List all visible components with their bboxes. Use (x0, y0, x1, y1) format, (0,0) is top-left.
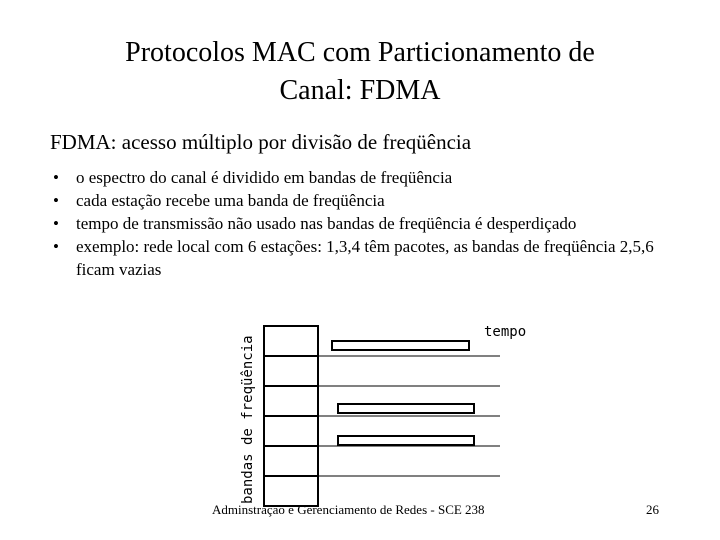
freq-axis-label: bandas de freqüência (240, 335, 256, 504)
bullet-text: o espectro do canal é dividido em bandas de freqüência (76, 168, 453, 187)
title-line-1: Protocolos MAC com Particionamento de (125, 37, 595, 68)
footer: Adminstração e Gerenciamento de Redes - SCE 238 (212, 502, 485, 517)
bullet-dot: • (53, 191, 59, 210)
bullet-dot: • (53, 237, 59, 256)
bullet-text: exemplo: rede local com 6 estações: 1,3,4 têm pacotes, as bandas de freqüência 2,5,6 ficam vazias (76, 237, 654, 279)
packet-band-1 (332, 341, 469, 350)
bullet-text: cada estação recebe uma banda de freqüência (76, 191, 385, 210)
bullet-dot: • (53, 214, 59, 233)
title-line-2: Canal: FDMA (279, 75, 441, 106)
packet-band-4 (338, 436, 474, 445)
subtitle: FDMA: acesso múltiplo por divisão de freqüência (50, 130, 472, 154)
page-number: 26 (646, 502, 659, 517)
bullet-text: tempo de transmissão não usado nas bandas de freqüência é desperdiçado (76, 214, 577, 233)
packet-band-3 (338, 404, 474, 413)
bullet-dot: • (53, 168, 59, 187)
time-axis-label: tempo (484, 324, 527, 340)
